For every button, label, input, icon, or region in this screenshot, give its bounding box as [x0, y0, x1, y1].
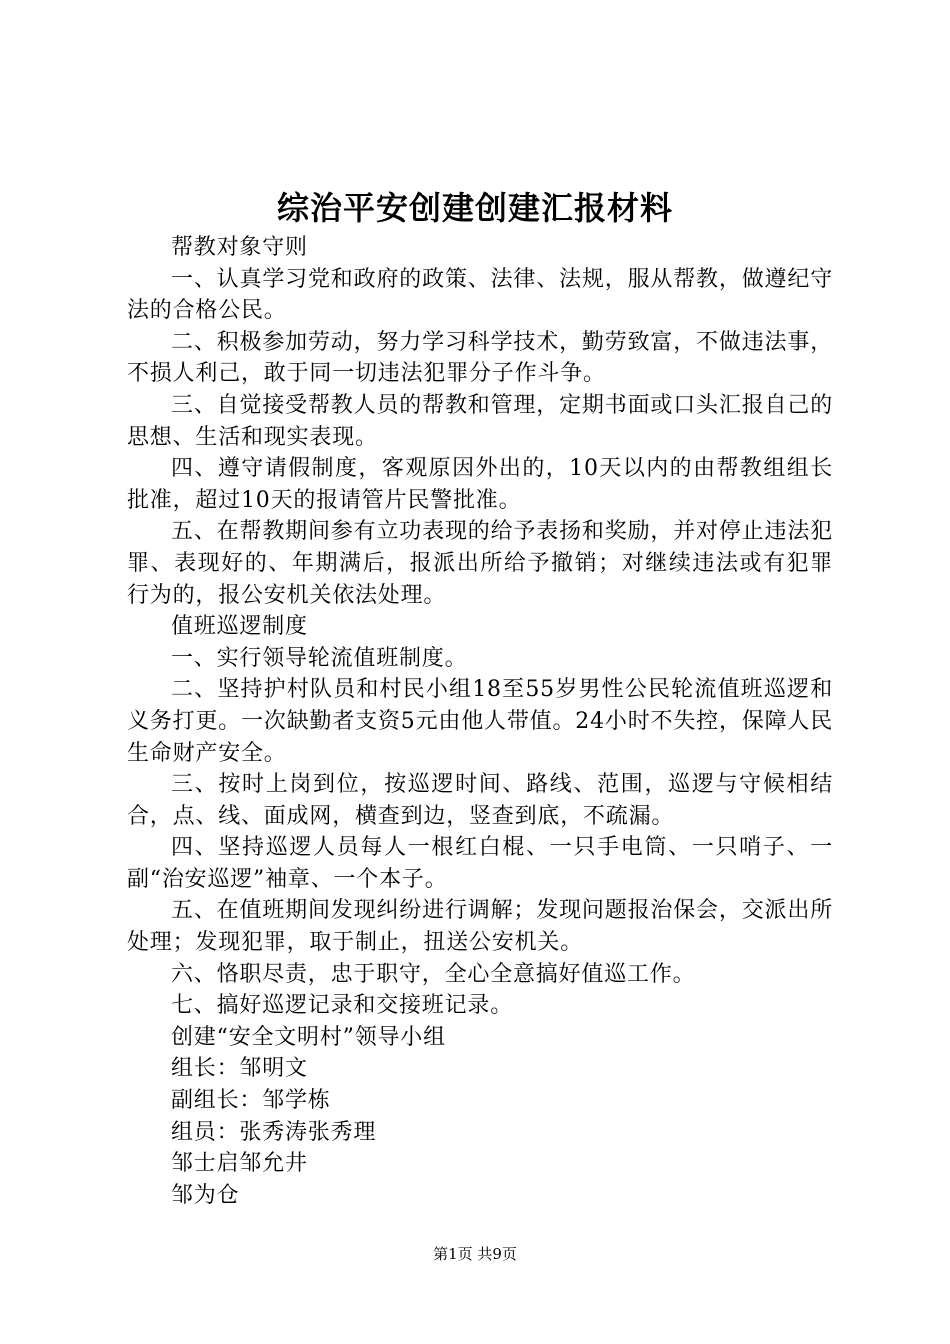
section-heading-patrol-rules: 值班巡逻制度 — [171, 614, 308, 640]
paragraph: 五、在值班期间发现纠纷进行调解；发现问题报治保会，交派出所处理；发现犯罪，取于制止，扭送公安机关。 — [127, 898, 833, 956]
document-body — [127, 232, 833, 1211]
document-title: 综治平安创建创建汇报材料 — [276, 189, 673, 227]
paragraph: 四、坚持巡逻人员每人一根红白棍、一只手电筒、一只哨子、一副“治安巡逻”袖章、一个本子。 — [127, 835, 833, 892]
paragraph: 三、自觉接受帮教人员的帮教和管理，定期书面或口头汇报自己的思想、生活和现实表现。 — [127, 392, 833, 450]
paragraph: 六、恪职尽责，忠于职守，全心全意搞好值巡工作。 — [171, 961, 696, 987]
section-heading-helper-rules: 帮教对象守则 — [171, 235, 308, 260]
group-members-continued: 邹士启邹允井 — [171, 1151, 308, 1177]
paragraph: 一、实行领导轮流值班制度。 — [171, 645, 468, 671]
paragraph: 二、坚持护村队员和村民小组18至55岁男性公民轮流值班巡逻和义务打更。一次缺勤者支资5元由他人带值。24小时不失控，保障人民生命财产安全。 — [127, 677, 833, 766]
group-leader: 组长：邹明文 — [171, 1056, 308, 1082]
paragraph: 五、在帮教期间参有立功表现的给予表扬和奖励，并对停止违法犯罪、表现好的、年期满后，报派出所给予撤销；对继续违法或有犯罪行为的，报公安机关依法处理。 — [127, 519, 833, 608]
deputy-group-leader: 副组长：邹学栋 — [171, 1088, 331, 1114]
paragraph: 四、遵守请假制度，客观原因外出的，10天以内的由帮教组组长批准，超过10天的报请管片民警批准。 — [127, 456, 833, 513]
paragraph: 七、搞好巡逻记录和交接班记录。 — [171, 993, 514, 1019]
section-heading-leadership-group: 创建“安全文明村”领导小组 — [171, 1024, 446, 1050]
page-indicator: 第1页 共9页 — [433, 1245, 517, 1263]
paragraph: 三、按时上岗到位，按巡逻时间、路线、范围，巡逻与守候相结合，点、线、面成网，横查到边，竖查到底，不疏漏。 — [127, 772, 833, 829]
paragraph: 一、认真学习党和政府的政策、法律、法规，服从帮教，做遵纪守法的合格公民。 — [127, 266, 833, 324]
group-members: 组员：张秀涛张秀理 — [171, 1119, 377, 1145]
group-members-continued: 邹为仓 — [171, 1182, 240, 1208]
paragraph: 二、积极参加劳动，努力学习科学技术，勤劳致富，不做违法事，不损人利己，敢于同一切违法犯罪分子作斗争。 — [127, 329, 833, 387]
